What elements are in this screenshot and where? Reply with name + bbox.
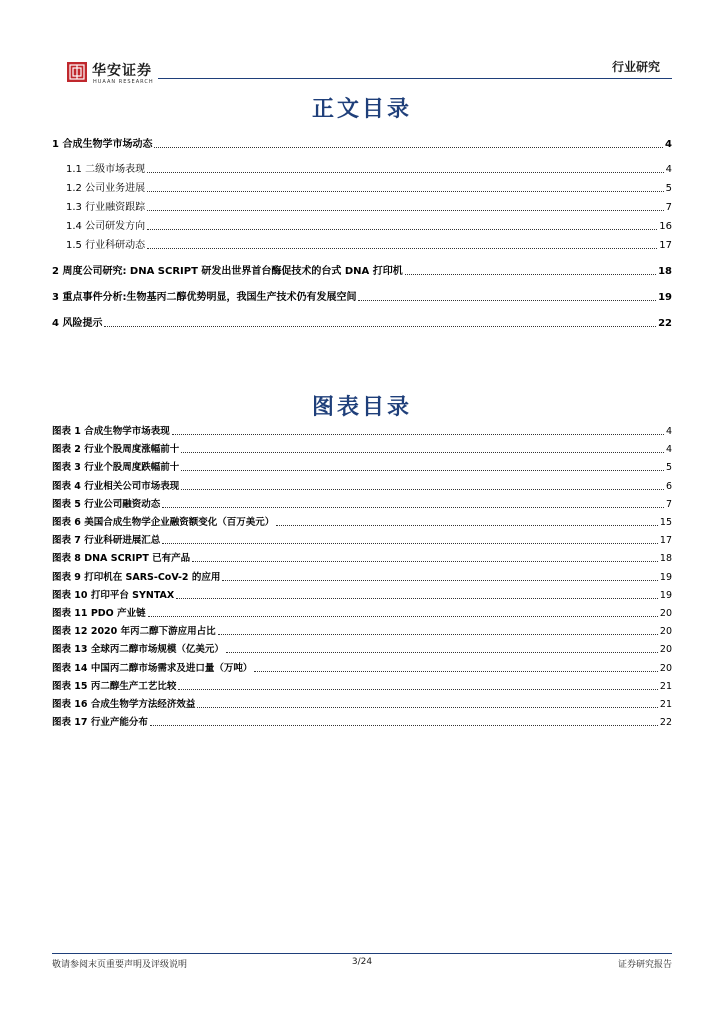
figure-entry-label: 图表 13 全球丙二醇市场规模（亿美元） bbox=[52, 644, 224, 656]
figure-entry-label: 图表 6 美国合成生物学企业融资额变化（百万美元） bbox=[52, 517, 275, 528]
dot-leader bbox=[181, 470, 664, 471]
figure-entry-page: 20 bbox=[659, 662, 672, 674]
figure-entry-label: 图表 10 打印平台 SYNTAX bbox=[52, 589, 175, 601]
figure-entry-page: 5 bbox=[665, 462, 672, 474]
figure-entry[interactable] bbox=[52, 571, 672, 584]
figure-entry-page: 21 bbox=[659, 680, 672, 692]
toc-entry-page: 22 bbox=[658, 318, 672, 329]
report-category: 行业研究 bbox=[611, 60, 660, 74]
dot-leader bbox=[358, 300, 656, 301]
toc-entry[interactable] bbox=[66, 162, 672, 176]
toc-entry-label: 1.1 二级市场表现 bbox=[66, 164, 146, 175]
toc-title: 正文目录 bbox=[311, 96, 412, 122]
toc-entry-label: 1 合成生物学市场动态 bbox=[52, 139, 153, 150]
logo-text: 华安证券 bbox=[92, 63, 152, 79]
dot-leader bbox=[154, 147, 663, 148]
toc-entry-label: 1.3 行业融资跟踪 bbox=[66, 202, 146, 213]
footer-divider bbox=[52, 953, 672, 954]
figure-entry-page: 20 bbox=[659, 626, 672, 638]
dot-leader bbox=[405, 274, 656, 275]
dot-leader bbox=[254, 671, 658, 672]
figure-entry-label: 图表 16 合成生物学方法经济效益 bbox=[52, 699, 196, 710]
toc-entry-page: 18 bbox=[658, 266, 672, 277]
dot-leader bbox=[104, 326, 656, 327]
dot-leader bbox=[147, 248, 657, 249]
figure-entry-page: 6 bbox=[665, 480, 672, 492]
figure-entry[interactable] bbox=[52, 443, 672, 456]
dot-leader bbox=[162, 507, 664, 508]
figure-entry-label: 图表 2 行业个股周度涨幅前十 bbox=[52, 444, 180, 456]
toc-entry-page: 16 bbox=[659, 221, 672, 232]
figure-entry[interactable] bbox=[52, 552, 672, 565]
footer-disclaimer: 敬请参阅末页重要声明及评级说明 bbox=[52, 960, 188, 970]
dot-leader bbox=[147, 172, 664, 173]
figure-entry-label: 图表 3 行业个股周度跌幅前十 bbox=[52, 462, 180, 474]
figure-entry-label: 图表 5 行业公司融资动态 bbox=[52, 498, 161, 510]
toc-entry[interactable] bbox=[66, 181, 672, 195]
figure-entry-label: 图表 17 行业产能分布 bbox=[52, 717, 148, 729]
figure-entry-label: 图表 8 DNA SCRIPT 已有产品 bbox=[52, 553, 191, 565]
dot-leader bbox=[147, 229, 657, 230]
figure-entry[interactable] bbox=[52, 698, 672, 711]
toc-entry-page: 19 bbox=[658, 292, 672, 303]
figure-entry[interactable] bbox=[52, 534, 672, 547]
figure-entry[interactable] bbox=[52, 716, 672, 729]
figure-entry-page: 21 bbox=[659, 699, 672, 710]
page-number: 3/24 bbox=[351, 957, 373, 967]
header-divider bbox=[158, 78, 672, 79]
toc-entry-label: 4 风险提示 bbox=[52, 318, 103, 329]
figure-entry-label: 图表 12 2020 年丙二醇下游应用占比 bbox=[52, 626, 216, 638]
figure-entry[interactable] bbox=[52, 480, 672, 493]
figure-entry-page: 7 bbox=[665, 498, 672, 510]
toc-entry-page: 7 bbox=[665, 202, 672, 213]
toc-entry[interactable] bbox=[66, 238, 672, 252]
figure-entry-page: 15 bbox=[659, 517, 672, 528]
dot-leader bbox=[222, 580, 658, 581]
figure-entry[interactable] bbox=[52, 662, 672, 675]
toc-entry[interactable] bbox=[52, 137, 672, 151]
figure-entry[interactable] bbox=[52, 589, 672, 602]
dot-leader bbox=[150, 725, 658, 726]
toc-entry[interactable] bbox=[66, 219, 672, 233]
figures-title: 图表目录 bbox=[311, 394, 412, 420]
dot-leader bbox=[148, 616, 658, 617]
dot-leader bbox=[197, 707, 658, 708]
toc-entry[interactable] bbox=[66, 200, 672, 214]
figure-entry-page: 4 bbox=[665, 426, 672, 437]
figure-entry-label: 图表 4 行业相关公司市场表现 bbox=[52, 480, 180, 492]
footer-report-type: 证券研究报告 bbox=[617, 960, 672, 970]
dot-leader bbox=[181, 489, 664, 490]
toc-entry[interactable] bbox=[52, 290, 672, 304]
figure-entry[interactable] bbox=[52, 461, 672, 474]
figure-entry[interactable] bbox=[52, 498, 672, 511]
toc-entry-page: 4 bbox=[665, 164, 672, 175]
logo-subtext: HUAAN RESEARCH bbox=[93, 79, 154, 85]
dot-leader bbox=[181, 452, 664, 453]
figure-entry-page: 19 bbox=[659, 571, 672, 583]
figure-entry-label: 图表 1 合成生物学市场表现 bbox=[52, 426, 170, 437]
dot-leader bbox=[218, 634, 658, 635]
figure-entry[interactable] bbox=[52, 516, 672, 529]
dot-leader bbox=[162, 543, 658, 544]
toc-entry-page: 5 bbox=[665, 183, 672, 194]
toc-entry-label: 1.2 公司业务进展 bbox=[66, 183, 146, 194]
dot-leader bbox=[176, 598, 658, 599]
dot-leader bbox=[192, 561, 658, 562]
figure-entry-page: 22 bbox=[659, 717, 672, 729]
toc-entry-page: 17 bbox=[659, 240, 672, 251]
figure-entry-page: 19 bbox=[659, 589, 672, 601]
toc-entry[interactable] bbox=[52, 316, 672, 330]
toc-entry[interactable] bbox=[52, 264, 672, 278]
huaan-logo-icon bbox=[67, 62, 87, 82]
figure-entry-page: 4 bbox=[665, 444, 672, 456]
figure-entry[interactable] bbox=[52, 607, 672, 620]
figure-entry-page: 20 bbox=[659, 608, 672, 619]
dot-leader bbox=[226, 652, 658, 653]
dot-leader bbox=[178, 689, 658, 690]
toc-entry-label: 1.5 行业科研动态 bbox=[66, 240, 146, 251]
dot-leader bbox=[172, 434, 664, 435]
figure-entry-label: 图表 14 中国丙二醇市场需求及进口量（万吨） bbox=[52, 662, 253, 674]
toc-entry-page: 4 bbox=[665, 139, 672, 150]
toc-entry-label: 3 重点事件分析:生物基丙二醇优势明显，我国生产技术仍有发展空间 bbox=[52, 292, 357, 303]
figure-entry-page: 20 bbox=[659, 644, 672, 656]
figure-entry[interactable] bbox=[52, 625, 672, 638]
figure-entry-label: 图表 15 丙二醇生产工艺比较 bbox=[52, 680, 177, 692]
figure-entry-page: 17 bbox=[659, 535, 672, 547]
dot-leader bbox=[147, 210, 664, 211]
toc-entry-label: 1.4 公司研发方向 bbox=[66, 221, 146, 232]
figure-entry-label: 图表 11 PDO 产业链 bbox=[52, 608, 146, 619]
figure-entry-page: 18 bbox=[659, 553, 672, 565]
figure-entry-label: 图表 7 行业科研进展汇总 bbox=[52, 535, 161, 547]
figure-entry[interactable] bbox=[52, 425, 672, 438]
figure-entry[interactable] bbox=[52, 643, 672, 656]
figure-entry-label: 图表 9 打印机在 SARS-CoV-2 的应用 bbox=[52, 571, 221, 583]
dot-leader bbox=[147, 191, 664, 192]
toc-entry-label: 2 周度公司研究: DNA SCRIPT 研发出世界首台酶促技术的台式 DNA 打印机 bbox=[52, 266, 403, 277]
page-header bbox=[52, 55, 672, 89]
dot-leader bbox=[276, 525, 658, 526]
figure-entry[interactable] bbox=[52, 680, 672, 693]
